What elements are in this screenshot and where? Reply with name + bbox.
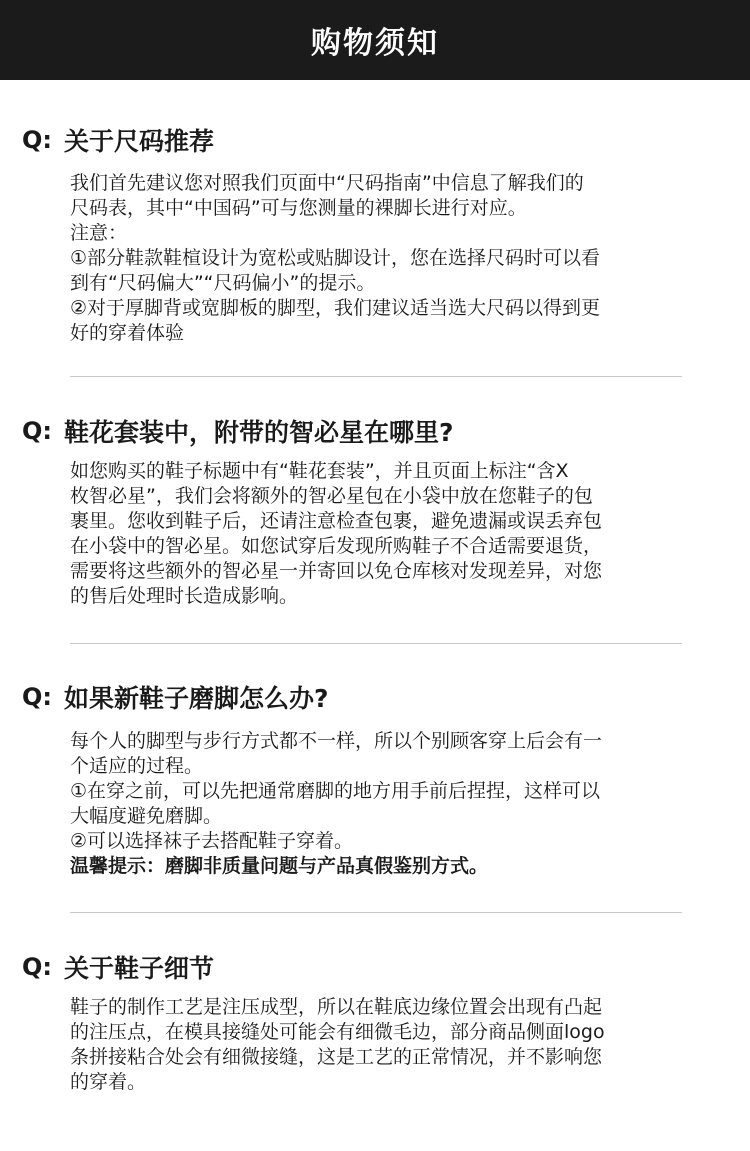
question-row (22, 122, 214, 158)
page-title: 购物须知 (311, 26, 439, 61)
section-divider (70, 376, 682, 377)
tip-note: 温馨提示：磨脚非质量问题与产品真假鉴别方式。 (70, 855, 489, 877)
answer-text (70, 995, 710, 1095)
answer-line: ①部分鞋款鞋楦设计为宽松或贴脚设计，您在选择尺码时可以看 (70, 247, 601, 269)
question-title: 鞋花套装中，附带的智必星在哪里? (64, 418, 454, 447)
question-row (22, 949, 214, 985)
answer-line: ②可以选择袜子去搭配鞋子穿着。 (70, 830, 354, 852)
question-mark: Q: (22, 126, 52, 154)
question-title: 关于鞋子细节 (64, 954, 215, 983)
answer-line: 枚智必星”，我们会将额外的智必星包在小袋中放在您鞋子的包 (70, 485, 593, 507)
answer-line: 如您购买的鞋子标题中有“鞋花套装”，并且页面上标注“含X (70, 460, 569, 482)
answer-line: 在小袋中的智必星。如您试穿后发现所购鞋子不合适需要退货， (70, 535, 603, 557)
answer-line: 的穿着。 (70, 1071, 147, 1093)
answer-line: 尺码表，其中“中国码”可与您测量的裸脚长进行对应。 (70, 197, 527, 219)
answer-line: 到有“尺码偏大”“尺码偏小”的提示。 (70, 272, 376, 294)
answer-text (70, 171, 710, 346)
question-mark: Q: (22, 417, 52, 445)
answer-line: 鞋子的制作工艺是注压成型，所以在鞋底边缘位置会出现有凸起 (70, 996, 603, 1018)
question-mark: Q: (22, 683, 52, 711)
answer-text (70, 729, 710, 879)
answer-line: 的注压点，在模具接缝处可能会有细微毛边，部分商品侧面logo (70, 1021, 605, 1043)
question-mark: Q: (22, 953, 52, 981)
answer-line: 个适应的过程。 (70, 755, 204, 777)
answer-line: 每个人的脚型与步行方式都不一样，所以个别顾客穿上后会有一 (70, 730, 603, 752)
header-bar (0, 0, 750, 80)
answer-line: 好的穿着体验 (70, 322, 185, 344)
answer-line: ①在穿之前，可以先把通常磨脚的地方用手前后捏捏，这样可以 (70, 780, 601, 802)
answer-line: 条拼接粘合处会有细微接缝，这是工艺的正常情况，并不影响您 (70, 1046, 603, 1068)
answer-line: ②对于厚脚背或宽脚板的脚型，我们建议适当选大尺码以得到更 (70, 297, 601, 319)
answer-text (70, 459, 710, 609)
question-title: 关于尺码推荐 (64, 127, 215, 156)
section-divider (70, 643, 682, 644)
answer-line: 裹里。您收到鞋子后，还请注意检查包裹，避免遗漏或误丢弃包 (70, 510, 603, 532)
answer-line: 需要将这些额外的智必星一并寄回以免仓库核对发现差异，对您 (70, 560, 603, 582)
answer-line: 注意： (70, 222, 128, 244)
section-divider (70, 912, 682, 913)
answer-line: 我们首先建议您对照我们页面中“尺码指南”中信息了解我们的 (70, 172, 584, 194)
question-row (22, 413, 454, 449)
answer-line: 的售后处理时长造成影响。 (70, 585, 299, 607)
question-title: 如果新鞋子磨脚怎么办? (64, 684, 329, 713)
answer-line: 大幅度避免磨脚。 (70, 805, 223, 827)
question-row (22, 679, 329, 715)
